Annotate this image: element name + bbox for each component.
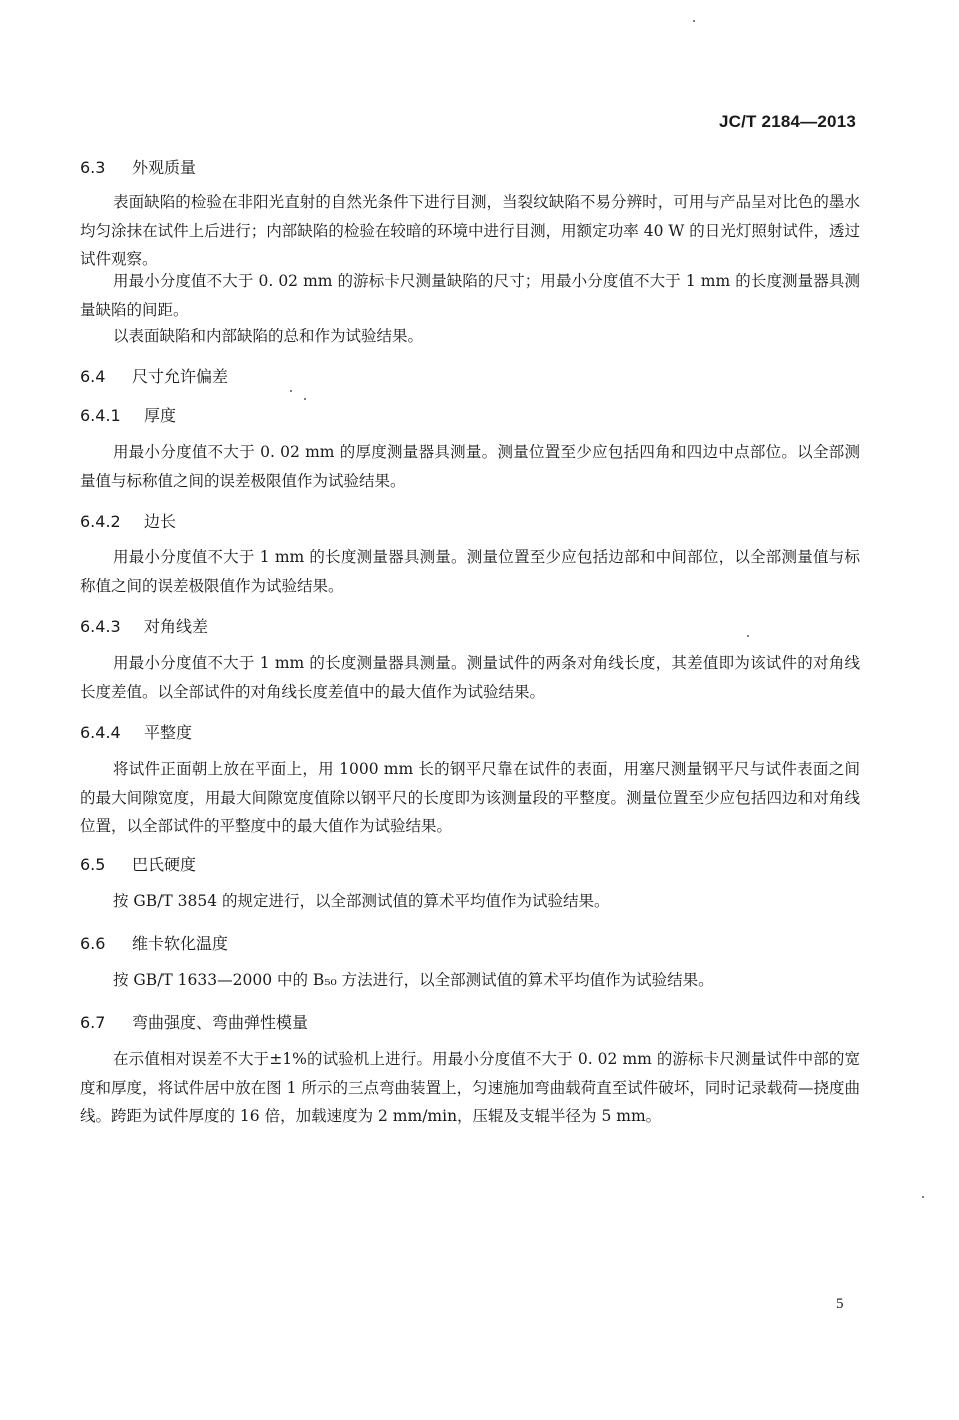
paragraph-6-4-2: 用最小分度值不大于 1 mm 的长度测量器具测量。测量位置至少应包括边部和中间部位，以全部测量值与标称值之间的误差极限值作为试验结果。 <box>80 548 860 595</box>
scan-speck <box>747 635 749 637</box>
paragraph-6-4-1: 用最小分度值不大于 0. 02 mm 的厚度测量器具测量。测量位置至少应包括四角和四边中点部位。以全部测量值与标称值之间的误差极限值作为试验结果。 <box>80 443 860 490</box>
section-heading-6-4-2 <box>80 509 176 532</box>
scan-speck <box>290 390 292 392</box>
section-title: 尺寸允许偏差 <box>132 367 229 386</box>
paragraph-6-7: 在示值相对误差不大于±1%的试验机上进行。用最小分度值不大于 0. 02 mm 的游标卡尺测量试件中部的宽度和厚度，将试件居中放在图 1 所示的三点弯曲装置上，匀速施加弯曲载荷直至试件破坏，同时记录载荷—挠度曲线。跨距为试件厚度的 16 倍，加载速度为 2 mm/min，压辊及支辊半径为 5 mm。 <box>80 1050 860 1125</box>
section-title: 巴氏硬度 <box>132 855 197 874</box>
section-title: 边长 <box>144 512 177 531</box>
section-number: 6.3 <box>80 158 106 177</box>
section-number: 6.4.3 <box>80 617 121 636</box>
paragraph-6-4-3: 用最小分度值不大于 1 mm 的长度测量器具测量。测量试件的两条对角线长度，其差值即为该试件的对角线长度差值。以全部试件的对角线长度差值中的最大值作为试验结果。 <box>80 654 860 701</box>
section-heading-6-3 <box>80 155 196 178</box>
page-number: 5 <box>836 1296 844 1312</box>
section-title: 弯曲强度、弯曲弹性模量 <box>132 1013 309 1032</box>
section-number: 6.4.1 <box>80 406 121 425</box>
section-title: 平整度 <box>144 723 193 742</box>
section-heading-6-4-1 <box>80 403 176 426</box>
section-heading-6-6 <box>80 931 228 954</box>
paragraph-6-3-2: 用最小分度值不大于 0. 02 mm 的游标卡尺测量缺陷的尺寸；用最小分度值不大于 1 mm 的长度测量器具测量缺陷的间距。 <box>80 272 860 319</box>
section-number: 6.7 <box>80 1013 106 1032</box>
scan-speck <box>304 398 306 400</box>
standard-code-header: JC/T 2184—2013 <box>719 112 856 131</box>
section-title: 厚度 <box>144 406 177 425</box>
section-number: 6.5 <box>80 855 106 874</box>
section-number: 6.4.2 <box>80 512 121 531</box>
scan-speck <box>922 1196 924 1198</box>
paragraph-6-6: 按 GB/T 1633—2000 中的 B₅₀ 方法进行，以全部测试值的算术平均值作为试验结果。 <box>113 971 714 989</box>
paragraph-6-3-1: 表面缺陷的检验在非阳光直射的自然光条件下进行目测，当裂纹缺陷不易分辨时，可用与产品呈对比色的墨水均匀涂抹在试件上后进行；内部缺陷的检验在较暗的环境中进行目测，用额定功率 40 W 的日光灯照射试件，透过试件观察。 <box>80 193 860 268</box>
section-heading-6-4 <box>80 364 228 387</box>
section-heading-6-5 <box>80 852 196 875</box>
section-title: 对角线差 <box>144 617 209 636</box>
section-number: 6.4 <box>80 367 106 386</box>
paragraph-6-4-4: 将试件正面朝上放在平面上，用 1000 mm 长的钢平尺靠在试件的表面，用塞尺测量钢平尺与试件表面之间的最大间隙宽度，用最大间隙宽度值除以钢平尺的长度即为该测量段的平整度。测量位置至少应包括四边和对角线位置，以全部试件的平整度中的最大值作为试验结果。 <box>80 760 860 835</box>
section-title: 维卡软化温度 <box>132 934 229 953</box>
section-heading-6-7 <box>80 1010 308 1033</box>
section-number: 6.4.4 <box>80 723 121 742</box>
scan-speck <box>693 20 695 22</box>
section-heading-6-4-4 <box>80 720 192 743</box>
section-title: 外观质量 <box>132 158 197 177</box>
section-number: 6.6 <box>80 934 106 953</box>
paragraph-6-3-3: 以表面缺陷和内部缺陷的总和作为试验结果。 <box>113 327 424 345</box>
paragraph-6-5: 按 GB/T 3854 的规定进行，以全部测试值的算术平均值作为试验结果。 <box>113 892 610 910</box>
section-heading-6-4-3 <box>80 614 208 637</box>
